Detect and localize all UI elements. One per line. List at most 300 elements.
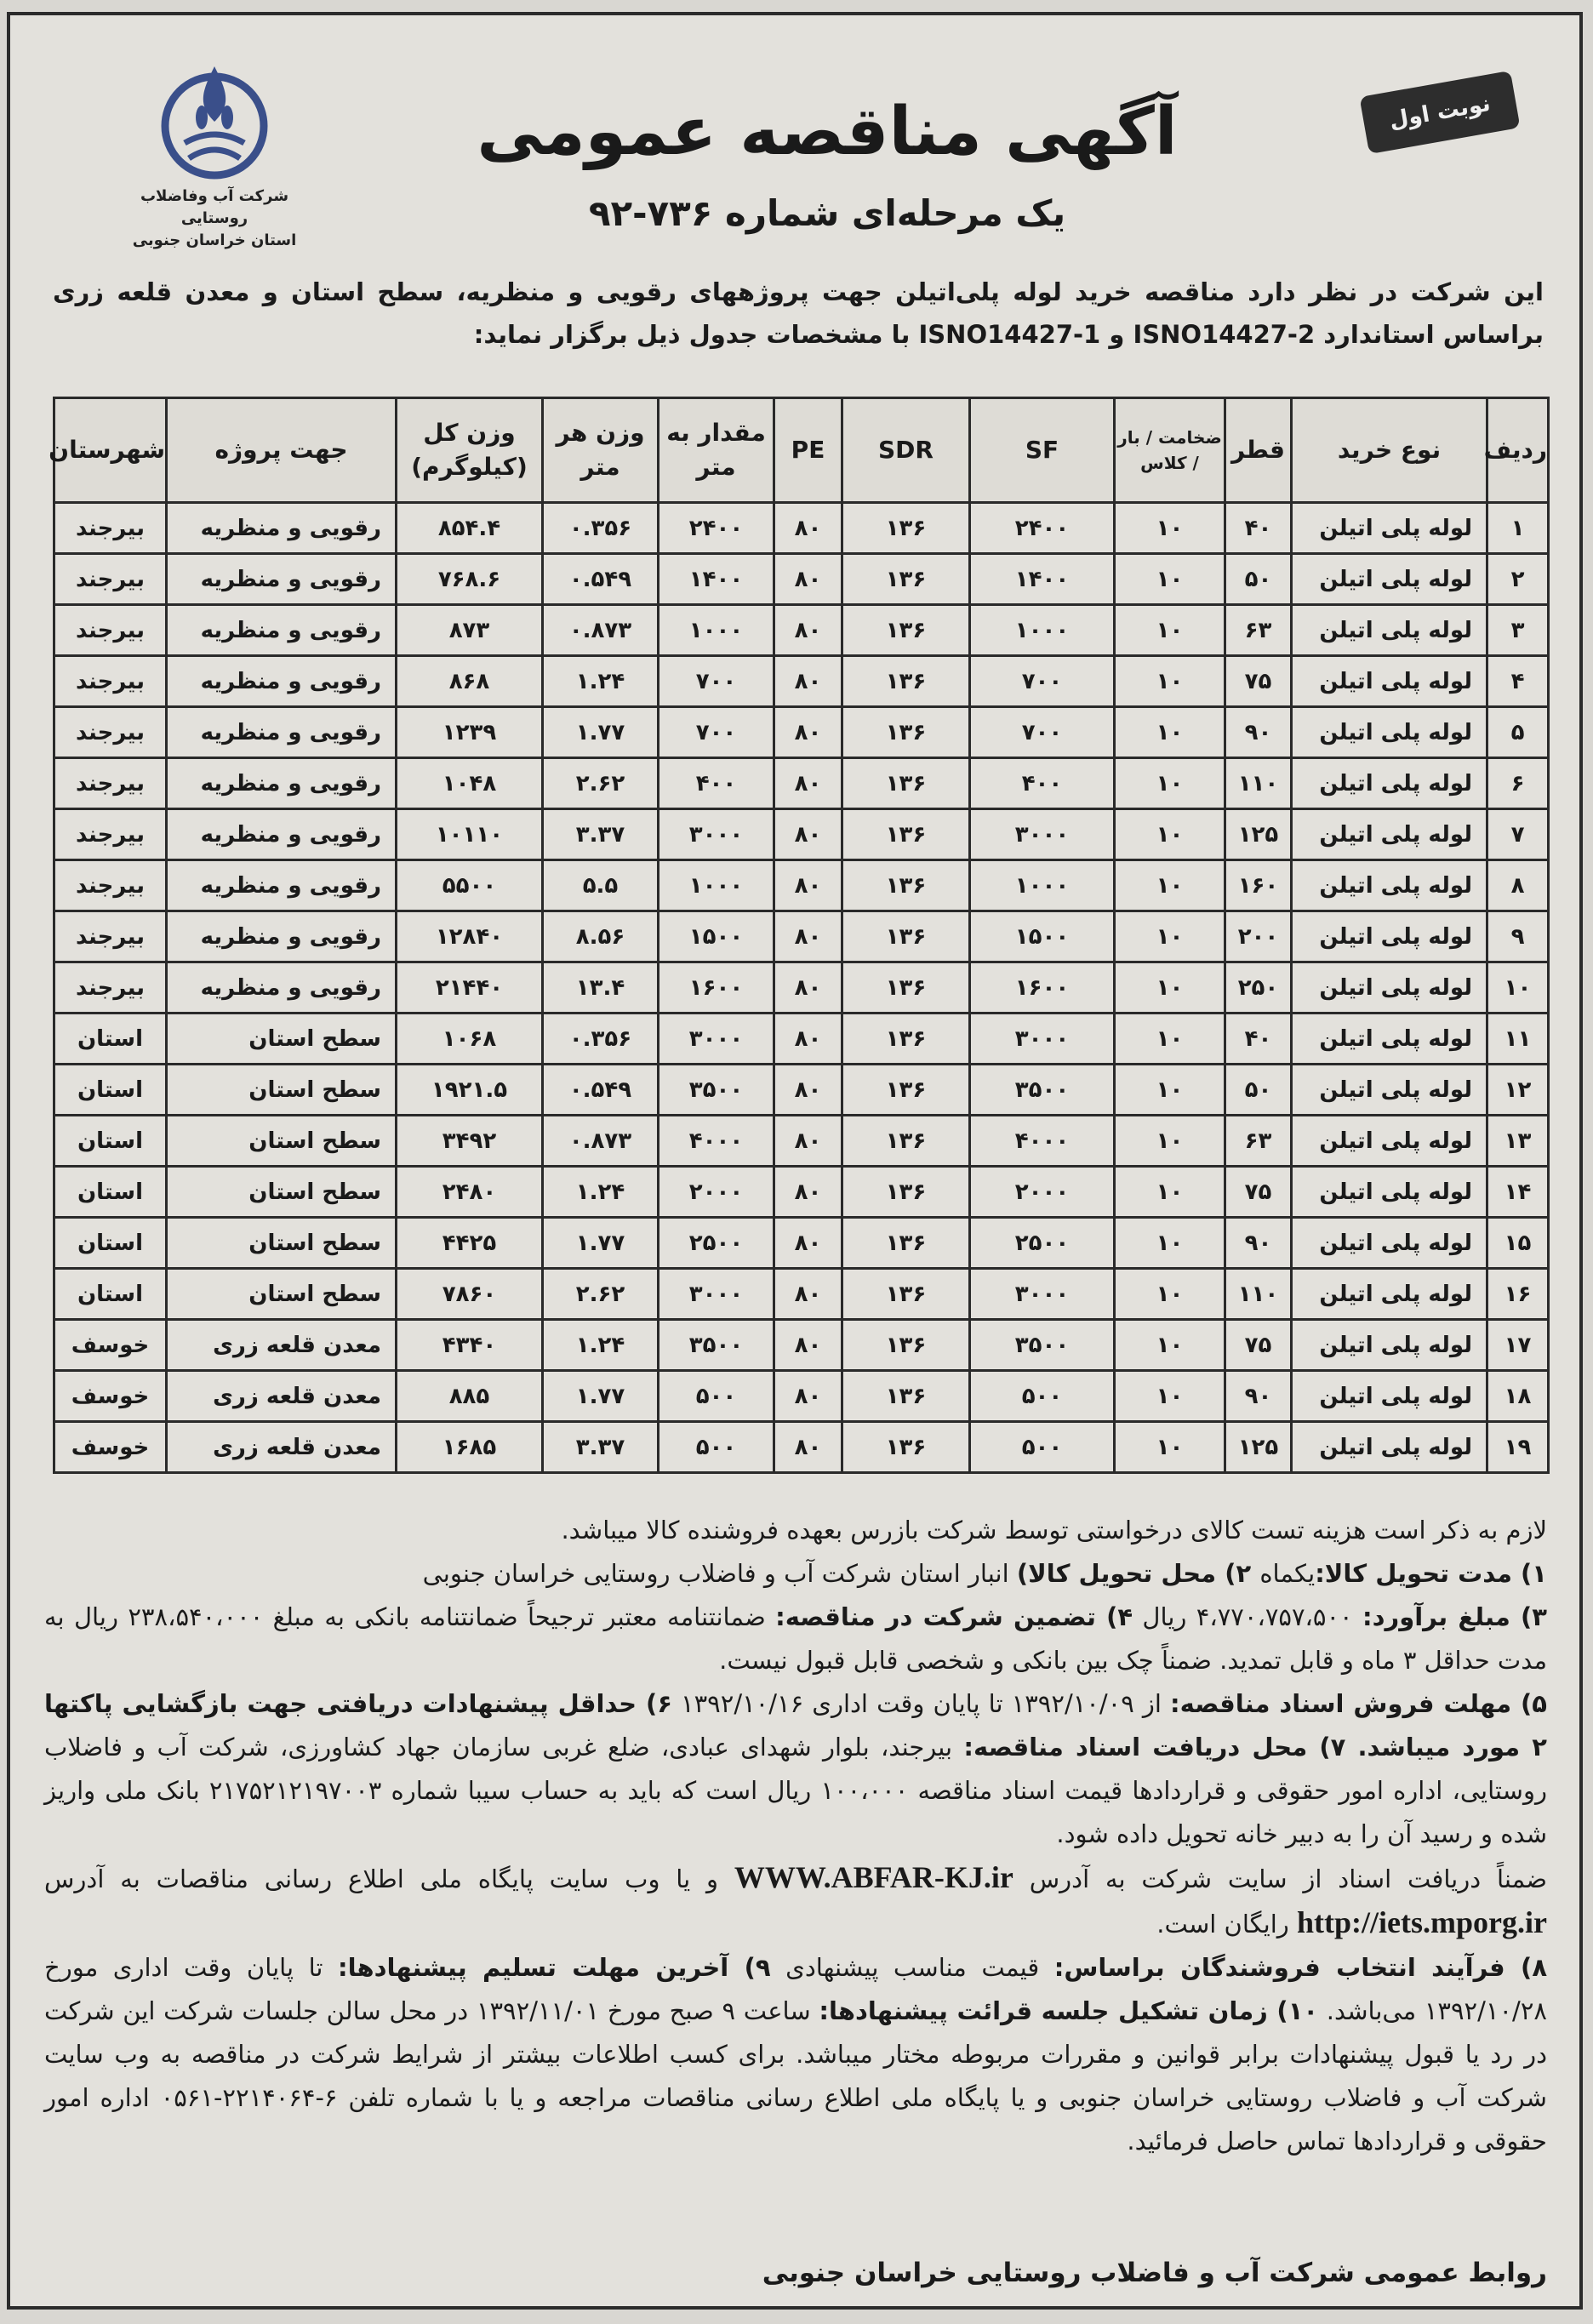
cell-row-number: ۱۳ [1487,1116,1549,1167]
cell-sf: ۳۰۰۰ [970,809,1115,860]
cell-purchase-type: لوله پلی اتیلن [1292,656,1487,707]
cell-sdr: ۱۳۶ [842,911,970,962]
cell-pe: ۸۰ [774,1371,842,1422]
cell-length-m: ۱۶۰۰ [659,962,774,1014]
cell-weight-per-m: ۱.۲۴ [543,1320,659,1371]
public-relations-signature: روابط عمومی شرکت آب و فاضلاب روستایی خراسان جنوبی [762,2258,1547,2288]
cell-length-m: ۳۵۰۰ [659,1320,774,1371]
cell-city: استان [54,1269,167,1320]
cell-project: سطح استان [167,1065,397,1116]
cell-sf: ۱۶۰۰ [970,962,1115,1014]
cell-purchase-type: لوله پلی اتیلن [1292,809,1487,860]
table-row [54,1422,1549,1473]
cell-sdr: ۱۳۶ [842,1320,970,1371]
cell-total-weight: ۲۴۸۰ [397,1167,543,1218]
cell-sdr: ۱۳۶ [842,962,970,1014]
company-logo [112,58,317,262]
table-body [54,503,1549,1473]
cell-length-m: ۷۰۰ [659,656,774,707]
cell-project: معدن قلعه زری [167,1320,397,1371]
cell-weight-per-m: ۱.۷۷ [543,707,659,758]
intro-paragraph: این شرکت در نظر دارد مناقصه خرید لوله پلی‌اتیلن جهت پروژههای رقویی و منظریه، سطح استان و معدن قلعه زری براساس استاندارد ISNO14427-2 و ISNO14427-1 با مشخصات جدول ذیل برگزار نماید: [53,277,1544,349]
cell-weight-per-m: ۱.۲۴ [543,1167,659,1218]
cell-purchase-type: لوله پلی اتیلن [1292,707,1487,758]
sale-period-line [44,1682,1547,1856]
cell-sf: ۷۰۰ [970,656,1115,707]
cell-city: بیرجند [54,809,167,860]
cell-city: بیرجند [54,860,167,911]
header-cell: نوع خرید [1292,398,1487,503]
cell-total-weight: ۸۷۳ [397,605,543,656]
cell-row-number: ۶ [1487,758,1549,809]
cell-purchase-type: لوله پلی اتیلن [1292,1320,1487,1371]
cell-total-weight: ۱۰۱۱۰ [397,809,543,860]
cell-diameter: ۱۱۰ [1225,1269,1292,1320]
cell-diameter: ۹۰ [1225,1371,1292,1422]
cell-sf: ۱۴۰۰ [970,554,1115,605]
header-cell: SDR [842,398,970,503]
cell-pressure-class: ۱۰ [1115,809,1225,860]
cell-total-weight: ۱۲۸۴۰ [397,911,543,962]
cell-diameter: ۱۱۰ [1225,758,1292,809]
cell-length-m: ۱۴۰۰ [659,554,774,605]
estimate-label: ۳) مبلغ برآورد: [1362,1602,1547,1631]
cell-city: استان [54,1116,167,1167]
first-notice-badge: نوبت اول [1359,71,1520,154]
cell-length-m: ۳۰۰۰ [659,809,774,860]
cell-diameter: ۱۲۵ [1225,809,1292,860]
cell-row-number: ۱۴ [1487,1167,1549,1218]
cell-city: خوسف [54,1422,167,1473]
cell-row-number: ۱۶ [1487,1269,1549,1320]
cell-project: رقویی و منظریه [167,962,397,1014]
cell-length-m: ۳۰۰۰ [659,1269,774,1320]
cell-purchase-type: لوله پلی اتیلن [1292,1014,1487,1065]
cell-pressure-class: ۱۰ [1115,1371,1225,1422]
table-row [54,1320,1549,1371]
cell-project: سطح استان [167,1116,397,1167]
cell-sdr: ۱۳۶ [842,1167,970,1218]
selection-deadline-line [44,1946,1547,2163]
cell-row-number: ۵ [1487,707,1549,758]
cell-purchase-type: لوله پلی اتیلن [1292,758,1487,809]
cell-purchase-type: لوله پلی اتیلن [1292,503,1487,554]
cell-row-number: ۱۱ [1487,1014,1549,1065]
cell-row-number: ۱۸ [1487,1371,1549,1422]
documents-place-label: ۷) محل دریافت اسناد مناقصه: [963,1733,1346,1762]
cell-weight-per-m: ۳.۳۷ [543,1422,659,1473]
estimate-guarantee-line [44,1596,1547,1682]
cell-pe: ۸۰ [774,656,842,707]
cell-diameter: ۹۰ [1225,1218,1292,1269]
table-row [54,656,1549,707]
cell-project: رقویی و منظریه [167,554,397,605]
cell-diameter: ۴۰ [1225,1014,1292,1065]
cell-project: سطح استان [167,1269,397,1320]
cell-city: بیرجند [54,554,167,605]
table-row [54,962,1549,1014]
selection-label: ۸) فرآیند انتخاب فروشندگان براساس: [1053,1953,1548,1982]
cell-project: رقویی و منظریه [167,758,397,809]
header-cell: قطر [1225,398,1292,503]
cell-sf: ۳۵۰۰ [970,1320,1115,1371]
cell-pe: ۸۰ [774,1116,842,1167]
cell-purchase-type: لوله پلی اتیلن [1292,554,1487,605]
cell-purchase-type: لوله پلی اتیلن [1292,1218,1487,1269]
cell-weight-per-m: ۰.۸۷۳ [543,605,659,656]
cell-sdr: ۱۳۶ [842,503,970,554]
table-row [54,503,1549,554]
cell-weight-per-m: ۵.۵ [543,860,659,911]
table-row [54,1167,1549,1218]
cell-row-number: ۳ [1487,605,1549,656]
cell-sf: ۴۰۰ [970,758,1115,809]
cell-sdr: ۱۳۶ [842,554,970,605]
cell-city: بیرجند [54,656,167,707]
wheat-drop-icon [151,58,278,186]
cell-row-number: ۷ [1487,809,1549,860]
cell-pressure-class: ۱۰ [1115,758,1225,809]
cell-pressure-class: ۱۰ [1115,656,1225,707]
cell-purchase-type: لوله پلی اتیلن [1292,1167,1487,1218]
cell-sdr: ۱۳۶ [842,1422,970,1473]
cell-pe: ۸۰ [774,758,842,809]
cell-sf: ۱۵۰۰ [970,911,1115,962]
table-row [54,554,1549,605]
tender-number: یک مرحله‌ای شماره ۷۳۶-۹۲ [588,192,1066,234]
cell-pressure-class: ۱۰ [1115,1065,1225,1116]
cell-city: استان [54,1014,167,1065]
delivery-place-label: ۲) محل تحویل کالا) [1016,1559,1260,1588]
cell-sf: ۳۰۰۰ [970,1269,1115,1320]
delivery-time-value: یکماه [1259,1559,1316,1588]
cell-pe: ۸۰ [774,860,842,911]
cell-city: بیرجند [54,503,167,554]
cell-diameter: ۲۰۰ [1225,911,1292,962]
cell-sdr: ۱۳۶ [842,1065,970,1116]
cell-weight-per-m: ۳.۳۷ [543,809,659,860]
cell-sf: ۲۴۰۰ [970,503,1115,554]
cell-city: بیرجند [54,911,167,962]
cell-sdr: ۱۳۶ [842,1116,970,1167]
company-website-link[interactable]: WWW.ABFAR-KJ.ir [734,1860,1013,1894]
cell-pe: ۸۰ [774,1422,842,1473]
cell-row-number: ۹ [1487,911,1549,962]
cell-diameter: ۹۰ [1225,707,1292,758]
cell-row-number: ۸ [1487,860,1549,911]
cell-pressure-class: ۱۰ [1115,503,1225,554]
cell-sdr: ۱۳۶ [842,1269,970,1320]
cell-pressure-class: ۱۰ [1115,605,1225,656]
guarantee-label: ۴) تضمین شرکت در مناقصه: [775,1602,1133,1631]
cell-total-weight: ۱۲۳۹ [397,707,543,758]
cell-purchase-type: لوله پلی اتیلن [1292,1065,1487,1116]
cell-total-weight: ۷۸۶۰ [397,1269,543,1320]
cell-project: سطح استان [167,1218,397,1269]
tender-notice [7,12,1583,2310]
cell-row-number: ۲ [1487,554,1549,605]
cell-weight-per-m: ۰.۳۵۶ [543,1014,659,1065]
sale-period-value: از ۱۳۹۲/۱۰/۰۹ تا پایان وقت اداری ۱۳۹۲/۱۰/۱۶ [671,1689,1171,1718]
cell-sf: ۵۰۰ [970,1371,1115,1422]
cell-length-m: ۳۰۰۰ [659,1014,774,1065]
cell-diameter: ۲۵۰ [1225,962,1292,1014]
cell-purchase-type: لوله پلی اتیلن [1292,911,1487,962]
cell-sdr: ۱۳۶ [842,758,970,809]
delivery-line [44,1552,1547,1596]
cell-sdr: ۱۳۶ [842,1218,970,1269]
cell-length-m: ۴۰۰۰ [659,1116,774,1167]
cell-weight-per-m: ۱.۷۷ [543,1218,659,1269]
page-title: آگهی مناقصه عمومی [477,94,1178,170]
header-cell: مقدار به متر [659,398,774,503]
cell-pe: ۸۰ [774,605,842,656]
cell-sdr: ۱۳۶ [842,605,970,656]
cell-sdr: ۱۳۶ [842,1014,970,1065]
cell-purchase-type: لوله پلی اتیلن [1292,1371,1487,1422]
cell-length-m: ۱۰۰۰ [659,860,774,911]
table-row [54,758,1549,809]
cell-purchase-type: لوله پلی اتیلن [1292,605,1487,656]
cell-diameter: ۶۳ [1225,1116,1292,1167]
cell-sf: ۷۰۰ [970,707,1115,758]
cell-length-m: ۱۰۰۰ [659,605,774,656]
cell-length-m: ۳۵۰۰ [659,1065,774,1116]
cell-pressure-class: ۱۰ [1115,1167,1225,1218]
cell-total-weight: ۱۰۶۸ [397,1014,543,1065]
cell-pe: ۸۰ [774,962,842,1014]
cell-sf: ۳۵۰۰ [970,1065,1115,1116]
cell-total-weight: ۳۴۹۲ [397,1116,543,1167]
cell-pressure-class: ۱۰ [1115,707,1225,758]
cell-sdr: ۱۳۶ [842,707,970,758]
cell-project: رقویی و منظریه [167,860,397,911]
delivery-time-label: ۱) مدت تحویل کالا: [1315,1559,1547,1588]
cell-total-weight: ۴۳۴۰ [397,1320,543,1371]
cell-pressure-class: ۱۰ [1115,911,1225,962]
table-row [54,1116,1549,1167]
cell-pe: ۸۰ [774,1167,842,1218]
header-cell: SF [970,398,1115,503]
cell-sf: ۲۵۰۰ [970,1218,1115,1269]
cell-pe: ۸۰ [774,554,842,605]
cell-length-m: ۵۰۰ [659,1422,774,1473]
cell-row-number: ۴ [1487,656,1549,707]
cell-length-m: ۴۰۰ [659,758,774,809]
cell-length-m: ۵۰۰ [659,1371,774,1422]
cell-project: رقویی و منظریه [167,809,397,860]
cell-sf: ۴۰۰۰ [970,1116,1115,1167]
pipe-spec-table [49,397,1550,1474]
cell-row-number: ۱ [1487,503,1549,554]
cell-total-weight: ۷۶۸.۶ [397,554,543,605]
cell-purchase-type: لوله پلی اتیلن [1292,1116,1487,1167]
opening-session-value: ساعت ۹ صبح مورخ ۱۳۹۲/۱۱/۰۱ در محل سالن جلسات شرکت این شرکت در رد یا قبول پیشنهادات برابر قوانین و مقررات مربوطه مختار میباشد. برای کسب اطلاعات بیشتر از شرایط شرکت در مناقصه به وب سایت شرکت آب و فاضلاب روستایی خراسان جنوبی و یا پایگاه ملی اطلاع رسانی مناقصات مراجعه و یا با شماره تلفن ۶-۲۲۱۴۰۶۴-۰۵۶۱ اداره امور حقوقی و قراردادها تماس حاصل فرمائید. [44,1996,1547,2156]
cell-diameter: ۷۵ [1225,656,1292,707]
cell-pressure-class: ۱۰ [1115,554,1225,605]
table-row [54,1371,1549,1422]
cell-project: رقویی و منظریه [167,605,397,656]
table-row [54,911,1549,962]
sale-period-label: ۵) مهلت فروش اسناد مناقصه: [1170,1689,1547,1718]
cell-sf: ۵۰۰ [970,1422,1115,1473]
cell-city: استان [54,1218,167,1269]
cell-pe: ۸۰ [774,1269,842,1320]
table-row [54,707,1549,758]
header-cell: وزن هر متر [543,398,659,503]
min-bids-text: ۶) حداقل پیشنهادات دریافتی جهت بازگشایی پاکتها ۲ مورد میباشد. [44,1689,1547,1762]
cell-sf: ۳۰۰۰ [970,1014,1115,1065]
cell-pressure-class: ۱۰ [1115,1422,1225,1473]
table-row [54,605,1549,656]
cell-diameter: ۱۲۵ [1225,1422,1292,1473]
cell-weight-per-m: ۲.۶۲ [543,1269,659,1320]
guarantee-value: ضمانتنامه معتبر ترجیحاً ضمانتنامه بانکی به مبلغ ۲۳۸،۵۴۰،۰۰۰ ریال به مدت حداقل ۳ ماه و قابل تمدید. ضمناً چک بین بانکی و شخصی قابل قبول نیست. [44,1602,1547,1675]
header-cell: وزن کل (کیلوگرم) [397,398,543,503]
cell-project: معدن قلعه زری [167,1371,397,1422]
cell-city: خوسف [54,1320,167,1371]
cell-diameter: ۵۰ [1225,1065,1292,1116]
cell-total-weight: ۵۵۰۰ [397,860,543,911]
cell-weight-per-m: ۱.۷۷ [543,1371,659,1422]
opening-session-label: ۱۰) زمان تشکیل جلسه قرائت پیشنهادها: [819,1996,1319,2025]
website-text-b: و یا وب سایت پایگاه ملی اطلاع رسانی مناقصات به آدرس [44,1864,734,1893]
cell-project: سطح استان [167,1014,397,1065]
header-cell: شهرستان [54,398,167,503]
logo-line2: استان خراسان جنوبی [132,231,297,249]
cell-pressure-class: ۱۰ [1115,860,1225,911]
cell-diameter: ۷۵ [1225,1320,1292,1371]
estimate-value: ۴،۷۷۰،۷۵۷،۵۰۰ ریال [1133,1602,1363,1631]
cell-total-weight: ۴۴۲۵ [397,1218,543,1269]
cell-city: بیرجند [54,758,167,809]
cell-length-m: ۲۵۰۰ [659,1218,774,1269]
cell-pressure-class: ۱۰ [1115,1269,1225,1320]
cell-pe: ۸۰ [774,1065,842,1116]
header [10,15,1579,271]
cell-total-weight: ۲۱۴۴۰ [397,962,543,1014]
cell-pressure-class: ۱۰ [1115,1320,1225,1371]
cell-city: بیرجند [54,605,167,656]
logo-line1: شرکت آب وفاضلاب روستایی [140,187,289,227]
cell-project: رقویی و منظریه [167,503,397,554]
cell-pe: ۸۰ [774,503,842,554]
cell-purchase-type: لوله پلی اتیلن [1292,1422,1487,1473]
table-row [54,860,1549,911]
cell-sdr: ۱۳۶ [842,809,970,860]
cell-pe: ۸۰ [774,809,842,860]
cell-total-weight: ۸۵۴.۴ [397,503,543,554]
cell-pressure-class: ۱۰ [1115,1116,1225,1167]
cell-sf: ۱۰۰۰ [970,860,1115,911]
cell-length-m: ۲۴۰۰ [659,503,774,554]
selection-value: قیمت مناسب پیشنهادی [770,1953,1054,1982]
deadline-value: تا پایان وقت اداری مورخ ۱۳۹۲/۱۰/۲۸ می‌باشد. [44,1953,1547,2025]
cell-weight-per-m: ۰.۵۴۹ [543,1065,659,1116]
table-header-row [54,398,1549,503]
test-cost-note: لازم به ذکر است هزینه تست کالای درخواستی توسط شرکت بازرس بعهده فروشنده کالا میباشد. [561,1516,1547,1545]
cell-row-number: ۱۵ [1487,1218,1549,1269]
cell-sf: ۱۰۰۰ [970,605,1115,656]
cell-city: استان [54,1167,167,1218]
cell-pe: ۸۰ [774,1014,842,1065]
cell-weight-per-m: ۸.۵۶ [543,911,659,962]
cell-purchase-type: لوله پلی اتیلن [1292,860,1487,911]
delivery-place-value: انبار استان شرکت آب و فاضلاب روستایی خراسان جنوبی [422,1559,1017,1588]
cell-weight-per-m: ۰.۵۴۹ [543,554,659,605]
cell-sf: ۲۰۰۰ [970,1167,1115,1218]
cell-diameter: ۱۶۰ [1225,860,1292,911]
website-text-c: رایگان است. [1156,1910,1298,1939]
cell-total-weight: ۸۸۵ [397,1371,543,1422]
header-cell: ردیف [1487,398,1549,503]
cell-weight-per-m: ۲.۶۲ [543,758,659,809]
cell-length-m: ۱۵۰۰ [659,911,774,962]
cell-city: بیرجند [54,962,167,1014]
table-row [54,1065,1549,1116]
table-row [54,1269,1549,1320]
cell-city: استان [54,1065,167,1116]
cell-sdr: ۱۳۶ [842,656,970,707]
cell-diameter: ۴۰ [1225,503,1292,554]
cell-pressure-class: ۱۰ [1115,962,1225,1014]
cell-row-number: ۱۷ [1487,1320,1549,1371]
header-cell: ضخامت / بار / کلاس [1115,398,1225,503]
cell-length-m: ۲۰۰۰ [659,1167,774,1218]
website-line [44,1856,1547,1946]
cell-length-m: ۷۰۰ [659,707,774,758]
website-text-a: ضمناً دریافت اسناد از سایت شرکت به آدرس [1013,1864,1547,1893]
cell-city: بیرجند [54,707,167,758]
cell-project: سطح استان [167,1167,397,1218]
cell-project: رقویی و منظریه [167,656,397,707]
cell-row-number: ۱۰ [1487,962,1549,1014]
cell-diameter: ۶۳ [1225,605,1292,656]
cell-pe: ۸۰ [774,911,842,962]
cell-diameter: ۷۵ [1225,1167,1292,1218]
header-cell: جهت پروژه [167,398,397,503]
cell-total-weight: ۸۶۸ [397,656,543,707]
cell-pressure-class: ۱۰ [1115,1014,1225,1065]
cell-pressure-class: ۱۰ [1115,1218,1225,1269]
cell-pe: ۸۰ [774,1218,842,1269]
table-row [54,1218,1549,1269]
cell-project: رقویی و منظریه [167,911,397,962]
cell-city: خوسف [54,1371,167,1422]
cell-weight-per-m: ۱.۲۴ [543,656,659,707]
tenders-portal-link[interactable]: http://iets.mporg.ir [1297,1905,1547,1939]
cell-pe: ۸۰ [774,1320,842,1371]
cell-project: رقویی و منظریه [167,707,397,758]
table-row [54,809,1549,860]
header-cell: PE [774,398,842,503]
cell-row-number: ۱۲ [1487,1065,1549,1116]
deadline-label: ۹) آخرین مهلت تسلیم پیشنهادها: [338,1953,771,1982]
cell-sdr: ۱۳۶ [842,860,970,911]
cell-row-number: ۱۹ [1487,1422,1549,1473]
cell-weight-per-m: ۰.۸۷۳ [543,1116,659,1167]
conditions-section [44,1509,1547,2163]
cell-purchase-type: لوله پلی اتیلن [1292,962,1487,1014]
cell-total-weight: ۱۶۸۵ [397,1422,543,1473]
cell-weight-per-m: ۰.۳۵۶ [543,503,659,554]
cell-pe: ۸۰ [774,707,842,758]
table-row [54,1014,1549,1065]
cell-purchase-type: لوله پلی اتیلن [1292,1269,1487,1320]
cell-total-weight: ۱۹۲۱.۵ [397,1065,543,1116]
cell-total-weight: ۱۰۴۸ [397,758,543,809]
cell-project: معدن قلعه زری [167,1422,397,1473]
